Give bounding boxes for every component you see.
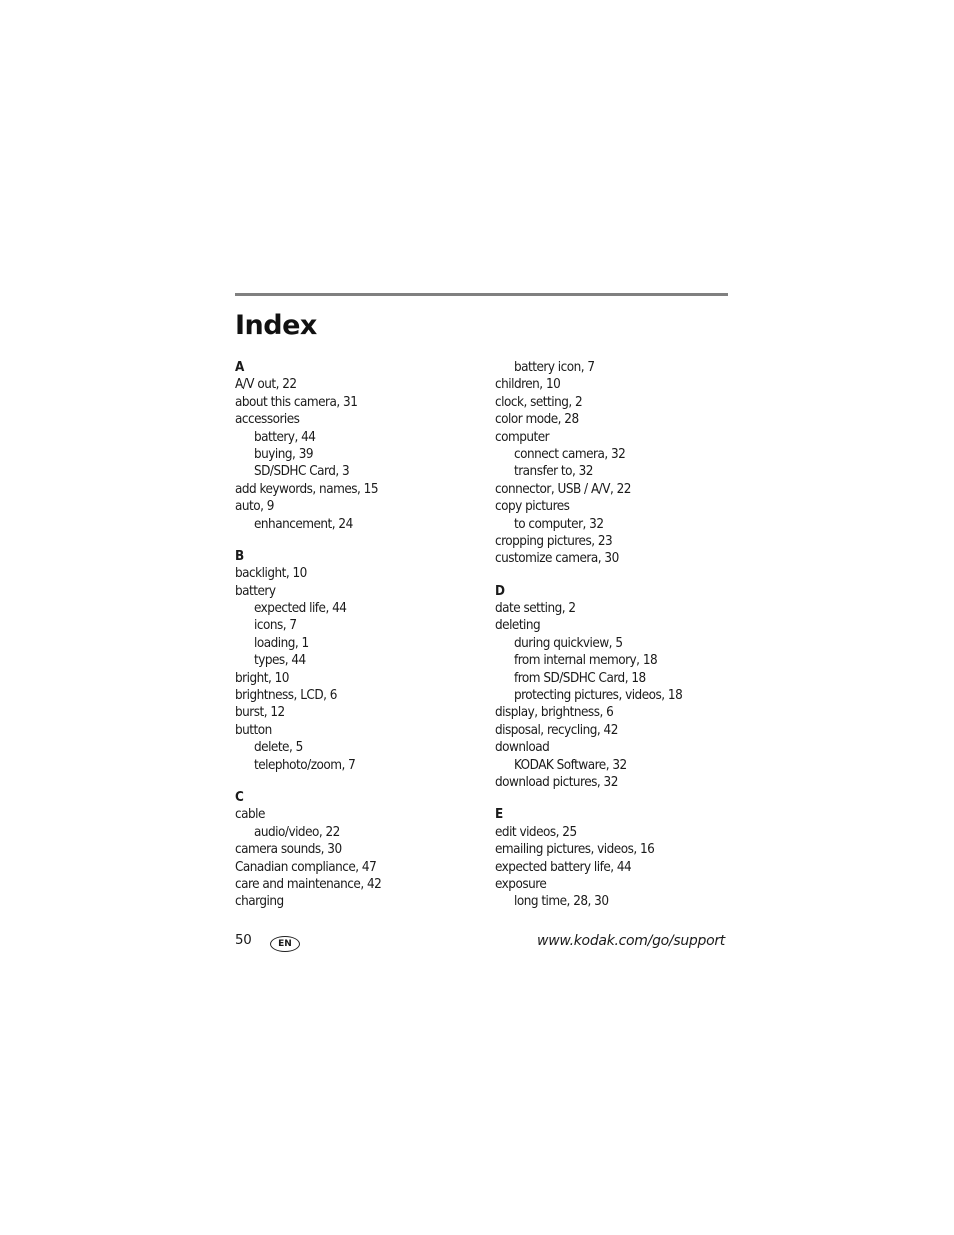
index-entry: clock, setting, 2: [495, 394, 583, 410]
index-subentry: types, 44: [254, 653, 306, 669]
index-entry: accessories: [235, 412, 300, 428]
index-entry: burst, 12: [235, 705, 285, 721]
index-entry: download pictures, 32: [495, 774, 618, 790]
index-entry: customize camera, 30: [495, 551, 619, 567]
index-entry: cropping pictures, 23: [495, 533, 613, 549]
index-letter-heading: B: [235, 548, 244, 564]
index-entry: emailing pictures, videos, 16: [495, 842, 655, 858]
index-entry: add keywords, names, 15: [235, 481, 378, 497]
index-subentry: buying, 39: [254, 446, 314, 462]
language-badge: EN: [270, 936, 300, 952]
index-subentry: loading, 1: [254, 635, 309, 651]
index-entry: edit videos, 25: [495, 824, 577, 840]
index-entry: button: [235, 722, 272, 738]
support-url: www.kodak.com/go/support: [537, 933, 725, 949]
section-gap: [495, 568, 745, 583]
index-subentry: expected life, 44: [254, 601, 347, 617]
section-gap: [235, 774, 485, 789]
index-subentry: transfer to, 32: [514, 464, 593, 480]
section-gap: [495, 791, 745, 806]
index-subentry: SD/SDHC Card, 3: [254, 464, 350, 480]
index-entry: expected battery life, 44: [495, 859, 632, 875]
index-subentry: from SD/SDHC Card, 18: [514, 670, 646, 686]
index-entry: cable: [235, 807, 265, 823]
index-column-right: [495, 359, 745, 911]
index-subentry: long time, 28, 30: [514, 894, 609, 910]
index-entry: computer: [495, 429, 550, 445]
index-entry: deleting: [495, 618, 541, 634]
page-title: Index: [235, 310, 317, 341]
index-subentry: enhancement, 24: [254, 516, 353, 532]
index-subentry: delete, 5: [254, 740, 303, 756]
section-gap: [235, 533, 485, 548]
index-entry: camera sounds, 30: [235, 842, 342, 858]
index-letter-heading: A: [235, 360, 244, 375]
index-subentry: KODAK Software, 32: [514, 757, 627, 773]
header-rule: [235, 293, 728, 296]
index-entry: Canadian compliance, 47: [235, 859, 377, 875]
index-entry: brightness, LCD, 6: [235, 688, 337, 704]
index-entry: auto, 9: [235, 499, 274, 515]
index-subentry: to computer, 32: [514, 516, 604, 532]
index-entry: care and maintenance, 42: [235, 876, 382, 892]
index-letter-heading: D: [495, 583, 505, 599]
index-subentry: from internal memory, 18: [514, 653, 658, 669]
index-letter-heading: C: [235, 789, 244, 805]
index-subentry: protecting pictures, videos, 18: [514, 688, 683, 704]
index-subentry: audio/video, 22: [254, 824, 340, 840]
index-entry: connector, USB / A/V, 22: [495, 481, 631, 497]
index-entry: charging: [235, 894, 284, 910]
index-entry: bright, 10: [235, 670, 289, 686]
index-subentry: telephoto/zoom, 7: [254, 757, 356, 773]
index-subentry: battery, 44: [254, 429, 316, 445]
index-entry: battery: [235, 583, 276, 599]
index-column-left: [235, 359, 485, 911]
index-entry: download: [495, 740, 550, 756]
index-entry: disposal, recycling, 42: [495, 722, 618, 738]
index-entry: exposure: [495, 876, 547, 892]
index-entry: color mode, 28: [495, 412, 579, 428]
index-subentry: connect camera, 32: [514, 446, 626, 462]
index-subentry: icons, 7: [254, 618, 297, 634]
index-entry: A/V out, 22: [235, 377, 297, 393]
index-entry: date setting, 2: [495, 601, 576, 617]
index-subentry: during quickview, 5: [514, 635, 623, 651]
index-subentry: battery icon, 7: [514, 360, 595, 375]
page-number: 50: [235, 933, 252, 948]
index-entry: backlight, 10: [235, 566, 307, 582]
index-entry: copy pictures: [495, 499, 570, 515]
index-entry: children, 10: [495, 377, 561, 393]
index-entry: about this camera, 31: [235, 394, 358, 410]
index-letter-heading: E: [495, 807, 503, 823]
index-entry: display, brightness, 6: [495, 705, 614, 721]
